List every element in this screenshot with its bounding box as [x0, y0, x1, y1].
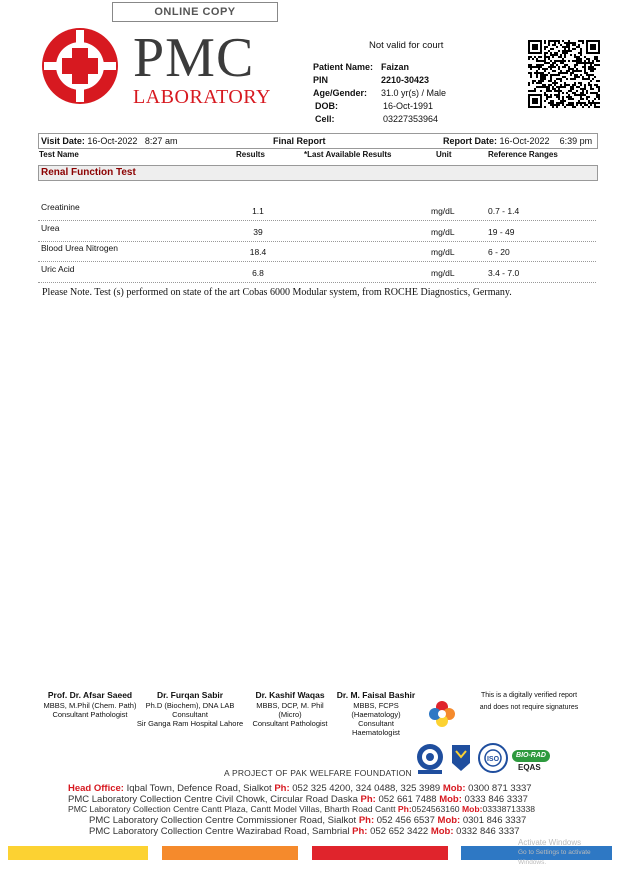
patient-info-row — [313, 113, 446, 126]
address-mob-label: Mob: — [461, 804, 483, 814]
doctor-title: Consultant Pathologist — [252, 719, 328, 728]
cell-unit: mg/dL — [431, 268, 455, 278]
doctor-name: Dr. M. Faisal Bashir — [336, 690, 416, 700]
cell-range: 3.4 - 7.0 — [488, 268, 520, 278]
doctor-qual: Ph.D (Biochem), DNA LAB Consultant — [145, 701, 235, 719]
eqas-label: EQAS — [518, 763, 541, 772]
biorad-badge: BIO-RAD — [512, 750, 550, 762]
brand-name: PMC — [133, 27, 255, 89]
patient-info-row — [313, 87, 446, 100]
doctor-2 — [134, 690, 246, 728]
cell-result: 6.8 — [252, 268, 264, 278]
col-results: Results — [236, 150, 265, 159]
patient-info-row — [313, 100, 446, 113]
cell-range: 19 - 49 — [488, 227, 515, 237]
section-label: Renal Function Test — [41, 167, 136, 178]
patient-info-value: 16-Oct-1991 — [383, 101, 434, 111]
table-row — [38, 243, 596, 262]
address-ph-label: Ph: — [397, 804, 412, 814]
doctor-title: Consultant Pathologist — [52, 710, 128, 719]
patient-info-row — [313, 61, 446, 74]
digital-verify-note — [476, 690, 582, 714]
digital-note-line: and does not require signatures — [479, 704, 579, 711]
report-date: 16-Oct-2022 — [499, 136, 550, 146]
patient-info-label: PIN — [313, 75, 329, 85]
patient-info-value: 03227353964 — [383, 114, 439, 124]
cell-range: 6 - 20 — [488, 247, 510, 257]
report-time: 6:39 pm — [559, 136, 593, 146]
col-last-results: *Last Available Results — [304, 150, 392, 159]
address-ph: 052 652 3422 — [367, 826, 431, 837]
address-line — [68, 783, 532, 794]
patient-info-label: Cell: — [315, 114, 335, 124]
report-title: Final Report — [273, 136, 326, 146]
footer-bar-orange — [162, 846, 298, 860]
patient-info-value: 2210-30423 — [381, 75, 430, 85]
table-row — [38, 223, 596, 242]
cell-result: 1.1 — [252, 206, 264, 216]
address-mob: 0333 846 3337 — [461, 794, 528, 805]
col-test-name: Test Name — [39, 150, 79, 159]
not-valid-note: Not valid for court — [369, 40, 444, 51]
address-text: Iqbal Town, Defence Road, Sialkot — [123, 783, 275, 794]
visit-date-label: Visit Date: — [41, 136, 85, 146]
watermark-line: Go to Settings to activate Windows. — [518, 849, 591, 866]
digital-note-line: This is a digitally verified report — [480, 692, 578, 699]
doctor-qual: MBBS, DCP, M. Phil (Micro) — [256, 701, 324, 719]
address-mob: 0301 846 3337 — [460, 815, 527, 826]
footer-bar-yellow — [8, 846, 148, 860]
cell-test: Urea — [41, 223, 60, 233]
col-reference: Reference Ranges — [488, 150, 558, 159]
address-ph-label: Ph: — [360, 794, 376, 805]
doctor-4 — [334, 690, 418, 737]
cell-result: 39 — [253, 227, 263, 237]
pnac-badge-icon — [416, 743, 444, 775]
online-copy-label: ONLINE COPY — [112, 2, 278, 22]
address-mob-label: Mob: — [437, 815, 461, 826]
visit-time: 8:27 am — [144, 136, 178, 146]
cell-unit: mg/dL — [431, 227, 455, 237]
visit-date: 16-Oct-2022 — [87, 136, 138, 146]
address-text: PMC Laboratory Collection Centre Civil Chowk, Circular Road Daska — [68, 794, 361, 805]
patient-info-label: DOB: — [315, 101, 338, 111]
col-unit: Unit — [436, 150, 452, 159]
watermark-line: Activate Windows — [518, 838, 582, 847]
doctor-qual: MBBS, FCPS (Haematology) — [351, 701, 401, 719]
report-date-label: Report Date: — [443, 136, 498, 146]
address-ph: 052 661 7488 — [375, 794, 440, 805]
address-ph: 052 456 6537 — [374, 815, 438, 826]
patient-info-value: 31.0 yr(s) / Male — [381, 88, 447, 98]
section-title — [38, 165, 598, 181]
doctor-name: Dr. Kashif Waqas — [255, 690, 325, 700]
patient-info-row — [313, 74, 446, 87]
project-line: A PROJECT OF PAK WELFARE FOUNDATION — [224, 768, 412, 778]
iso-badge-icon — [478, 743, 508, 775]
cell-test: Uric Acid — [41, 264, 75, 274]
address-ph-label: Ph: — [358, 815, 375, 826]
brand-sub: LABORATORY — [133, 86, 271, 108]
address-line — [89, 826, 520, 837]
address-ph: 052 325 4200, 324 0488, 325 3989 — [289, 783, 443, 794]
activation-watermark — [518, 838, 620, 868]
table-row — [38, 264, 596, 283]
doctor-3 — [246, 690, 334, 728]
doctor-name: Dr. Furqan Sabir — [156, 690, 224, 700]
report-header-bar — [38, 133, 598, 149]
address-ph-label: Ph: — [352, 826, 368, 837]
doctor-title: Sir Ganga Ram Hospital Lahore — [136, 719, 244, 728]
svg-text:ISO: ISO — [486, 756, 500, 763]
cell-test: Creatinine — [41, 202, 80, 212]
patient-info-label: Patient Name: — [313, 62, 374, 72]
method-note: Please Note. Test (s) performed on state of the art Cobas 6000 Modular system, from ROCHE Diagnostics, Germany. — [42, 287, 512, 298]
patient-info — [313, 61, 446, 126]
flower-logo-icon — [428, 700, 456, 728]
address-mob-label: Mob: — [439, 794, 462, 805]
qr-code-icon — [528, 40, 600, 108]
doctor-1 — [40, 690, 140, 719]
cell-range: 0.7 - 1.4 — [488, 206, 520, 216]
address-mob: 0332 846 3337 — [453, 826, 520, 837]
address-mob: 0300 871 3337 — [465, 783, 532, 794]
cell-unit: mg/dL — [431, 206, 455, 216]
address-line — [68, 804, 535, 815]
cell-result: 18.4 — [249, 247, 267, 257]
patient-info-label: Age/Gender: — [313, 88, 368, 98]
address-title: Head Office: — [68, 783, 124, 794]
doctor-name: Prof. Dr. Afsar Saeed — [47, 690, 133, 700]
address-mob-label: Mob: — [430, 826, 454, 837]
table-row — [38, 202, 596, 221]
pmc-logo-icon — [40, 26, 120, 106]
cell-unit: mg/dL — [431, 247, 455, 257]
column-headers — [38, 150, 598, 160]
address-ph-label: Ph: — [274, 783, 290, 794]
address-text: PMC Laboratory Collection Centre Wazirabad Road, Sambrial — [89, 826, 353, 837]
address-text: PMC Laboratory Collection Centre Cantt Plaza, Cantt Model Villas, Bharth Road Cantt — [68, 804, 398, 814]
address-text: PMC Laboratory Collection Centre Commissioner Road, Sialkot — [89, 815, 359, 826]
footer-bar-red — [312, 846, 448, 860]
address-mob: 03338713338 — [482, 804, 536, 814]
address-ph: 0524563160 — [411, 804, 462, 814]
address-line — [89, 815, 526, 826]
cell-test: Blood Urea Nitrogen — [41, 243, 119, 253]
ukas-badge-icon — [450, 743, 472, 775]
address-mob-label: Mob: — [442, 783, 466, 794]
doctor-qual: MBBS, M.Phil (Chem. Path) — [43, 701, 137, 710]
patient-info-value: Faizan — [381, 62, 410, 72]
doctor-title: Consultant Haematologist — [352, 719, 400, 737]
